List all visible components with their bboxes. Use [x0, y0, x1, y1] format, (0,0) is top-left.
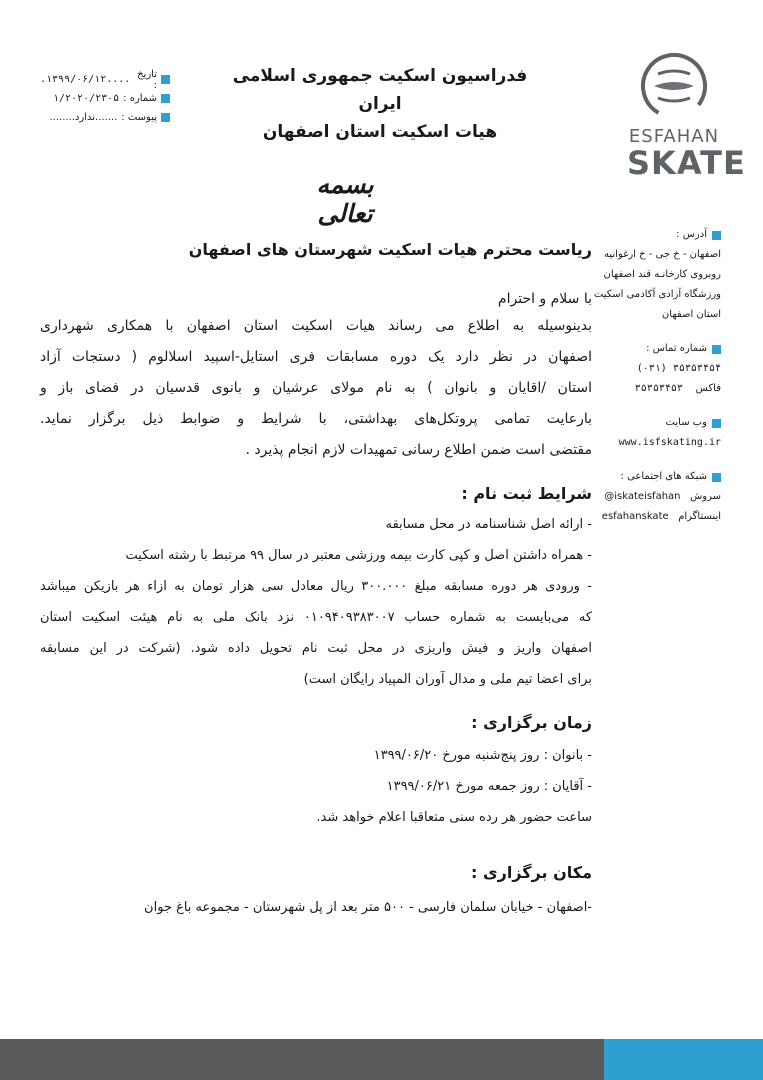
schedule-title: زمان برگزاری :: [471, 713, 592, 732]
registration-item: اصفهان واریز و فیش واریزی در محل ثبت نام تحویل داده شود. (شرکت در این مسابقه: [40, 641, 592, 656]
letter-body: [40, 240, 592, 923]
footer-bar-accent: [604, 1039, 763, 1080]
registration-item: - همراه داشتن اصل و کپی کارت بیمه ورزشی معتبر در سال ۹۹ مرتبط با رشته اسکیت: [125, 548, 592, 563]
bullet-square-icon: [712, 231, 721, 240]
number-label: شماره :: [123, 93, 157, 104]
body-line: استان /اقایان و بانوان ) به نام مولای عرشیان و بانوی قدسیان در فضای باز و: [40, 380, 592, 396]
logo: [627, 52, 746, 182]
instagram-row: [593, 507, 721, 527]
address-heading: [593, 225, 721, 245]
instagram-label: اینستاگرام: [678, 511, 721, 522]
phone-number: (۰۳۱) ۳۵۳۵۳۴۵۴: [636, 363, 721, 374]
fax-label: فاکس: [695, 383, 721, 394]
date-label: تاریخ :: [137, 68, 157, 91]
registration-item: - ورودی هر دوره مسابقه مبلغ ۳۰۰.۰۰۰ ریال معادل سی هزار تومان به ازاء هر بازیکن میباشد: [40, 579, 592, 594]
logo-text-esfahan: ESFAHAN: [628, 126, 720, 147]
bullet-square-icon: [161, 75, 170, 84]
meta-date: [40, 70, 170, 89]
social-heading: [593, 467, 721, 487]
address-label: آدرس :: [676, 229, 707, 240]
body-line: اصفهان در نظر دارد یک دوره مسابقات فری استایل-اسپید اسلالوم ( دستجات آزاد: [40, 349, 592, 365]
registration-item: - ارائه اصل شناسنامه در محل مسابقه: [385, 517, 592, 532]
meta-number: [40, 89, 170, 108]
bullet-square-icon: [712, 419, 721, 428]
registration-item: که می‌بایست به شماره حساب ۰۱۰۹۴۰۹۳۸۳۰۰۷ نزد بانک ملی به نام هیئت اسکیت استان: [40, 610, 593, 625]
logo-text-skate: SKATE: [627, 144, 746, 182]
body-line: مقتضی است ضمن اطلاع رسانی تمهیدات لازم انجام پذیرد .: [245, 442, 592, 458]
address-line: اصفهان - خ جی - خ ارغوانیه: [604, 249, 721, 260]
website-heading: [593, 413, 721, 433]
body-line: بدینوسیله به اطلاع می رساند هیات اسکیت استان اصفهان با همکاری شهرداری: [40, 318, 592, 334]
bullet-square-icon: [161, 94, 170, 103]
instagram-handle[interactable]: esfahanskate: [601, 511, 669, 522]
social-label: شبکه های اجتماعی :: [620, 471, 707, 482]
venue-item: -اصفهان - خیابان سلمان فارسی - ۵۰۰ متر بعد از پل شهرستان - مجموعه باغ جوان: [144, 900, 592, 915]
contact-sidebar: [593, 225, 721, 527]
attachment-value: .......ندارد........: [49, 112, 118, 123]
registration-item: برای اعضا تیم ملی و مدال آوران المپیاد رایگان است): [303, 672, 592, 687]
greeting: با سلام و احترام: [497, 291, 592, 307]
venue-title: مکان برگزاری :: [471, 863, 592, 882]
federation-name: فدراسیون اسکیت جمهوری اسلامی ایران: [232, 66, 528, 114]
soroush-label: سروش: [690, 491, 721, 502]
meta-attachment: [40, 108, 170, 127]
fax-number: ۳۵۳۵۳۴۵۳: [634, 383, 683, 394]
contact-heading: [593, 339, 721, 359]
schedule-item: ساعت حضور هر رده سنی متعاقبا اعلام خواهد شد.: [316, 810, 592, 825]
schedule-item: - آقایان : روز جمعه مورخ ۱۳۹۹/۰۶/۲۱: [386, 779, 592, 794]
fax-row: [593, 379, 721, 399]
bullet-square-icon: [712, 473, 721, 482]
registration-title: شرایط ثبت نام :: [461, 484, 592, 503]
body-line: بارعایت تمامی پروتکل‌های بهداشتی، با شرایط و ضوابط ذیل برگزار نماید.: [40, 411, 592, 427]
basmala: بسمه تعالی: [316, 170, 374, 228]
skate-logo-icon: [640, 52, 708, 120]
bullet-square-icon: [161, 113, 170, 122]
bullet-square-icon: [712, 345, 721, 354]
address-line: روبروی کارخانـه قند اصفهان: [603, 269, 721, 280]
schedule-item: - بانوان : روز پنج‌شنبه مورخ ۱۳۹۹/۰۶/۲۰: [373, 748, 592, 763]
address-line: ورزشگاه آزادی آکادمی اسکیت: [593, 289, 721, 300]
attachment-label: پیوست :: [121, 112, 157, 123]
number-value: ۱/۲۰۲۰/۲۳۰۵: [52, 93, 120, 104]
website-label: وب سایت: [665, 417, 707, 428]
soroush-row: [593, 487, 721, 507]
letterhead-title: [220, 62, 540, 146]
board-name: هیات اسکیت استان اصفهان: [262, 122, 498, 142]
recipient: ریاست محترم هیات اسکیت شهرستان های اصفهان: [188, 240, 592, 259]
website-link[interactable]: www.isfskating.ir: [618, 437, 721, 448]
letter-meta: [40, 70, 170, 127]
date-value: .۱۳۹۹/۰۶/۱۲....: [40, 74, 131, 85]
contact-label: شماره تماس :: [646, 343, 707, 354]
footer-bar-dark: [0, 1039, 604, 1080]
address-line: استان اصفهان: [661, 309, 721, 320]
soroush-handle[interactable]: @iskateisfahan: [604, 491, 681, 502]
